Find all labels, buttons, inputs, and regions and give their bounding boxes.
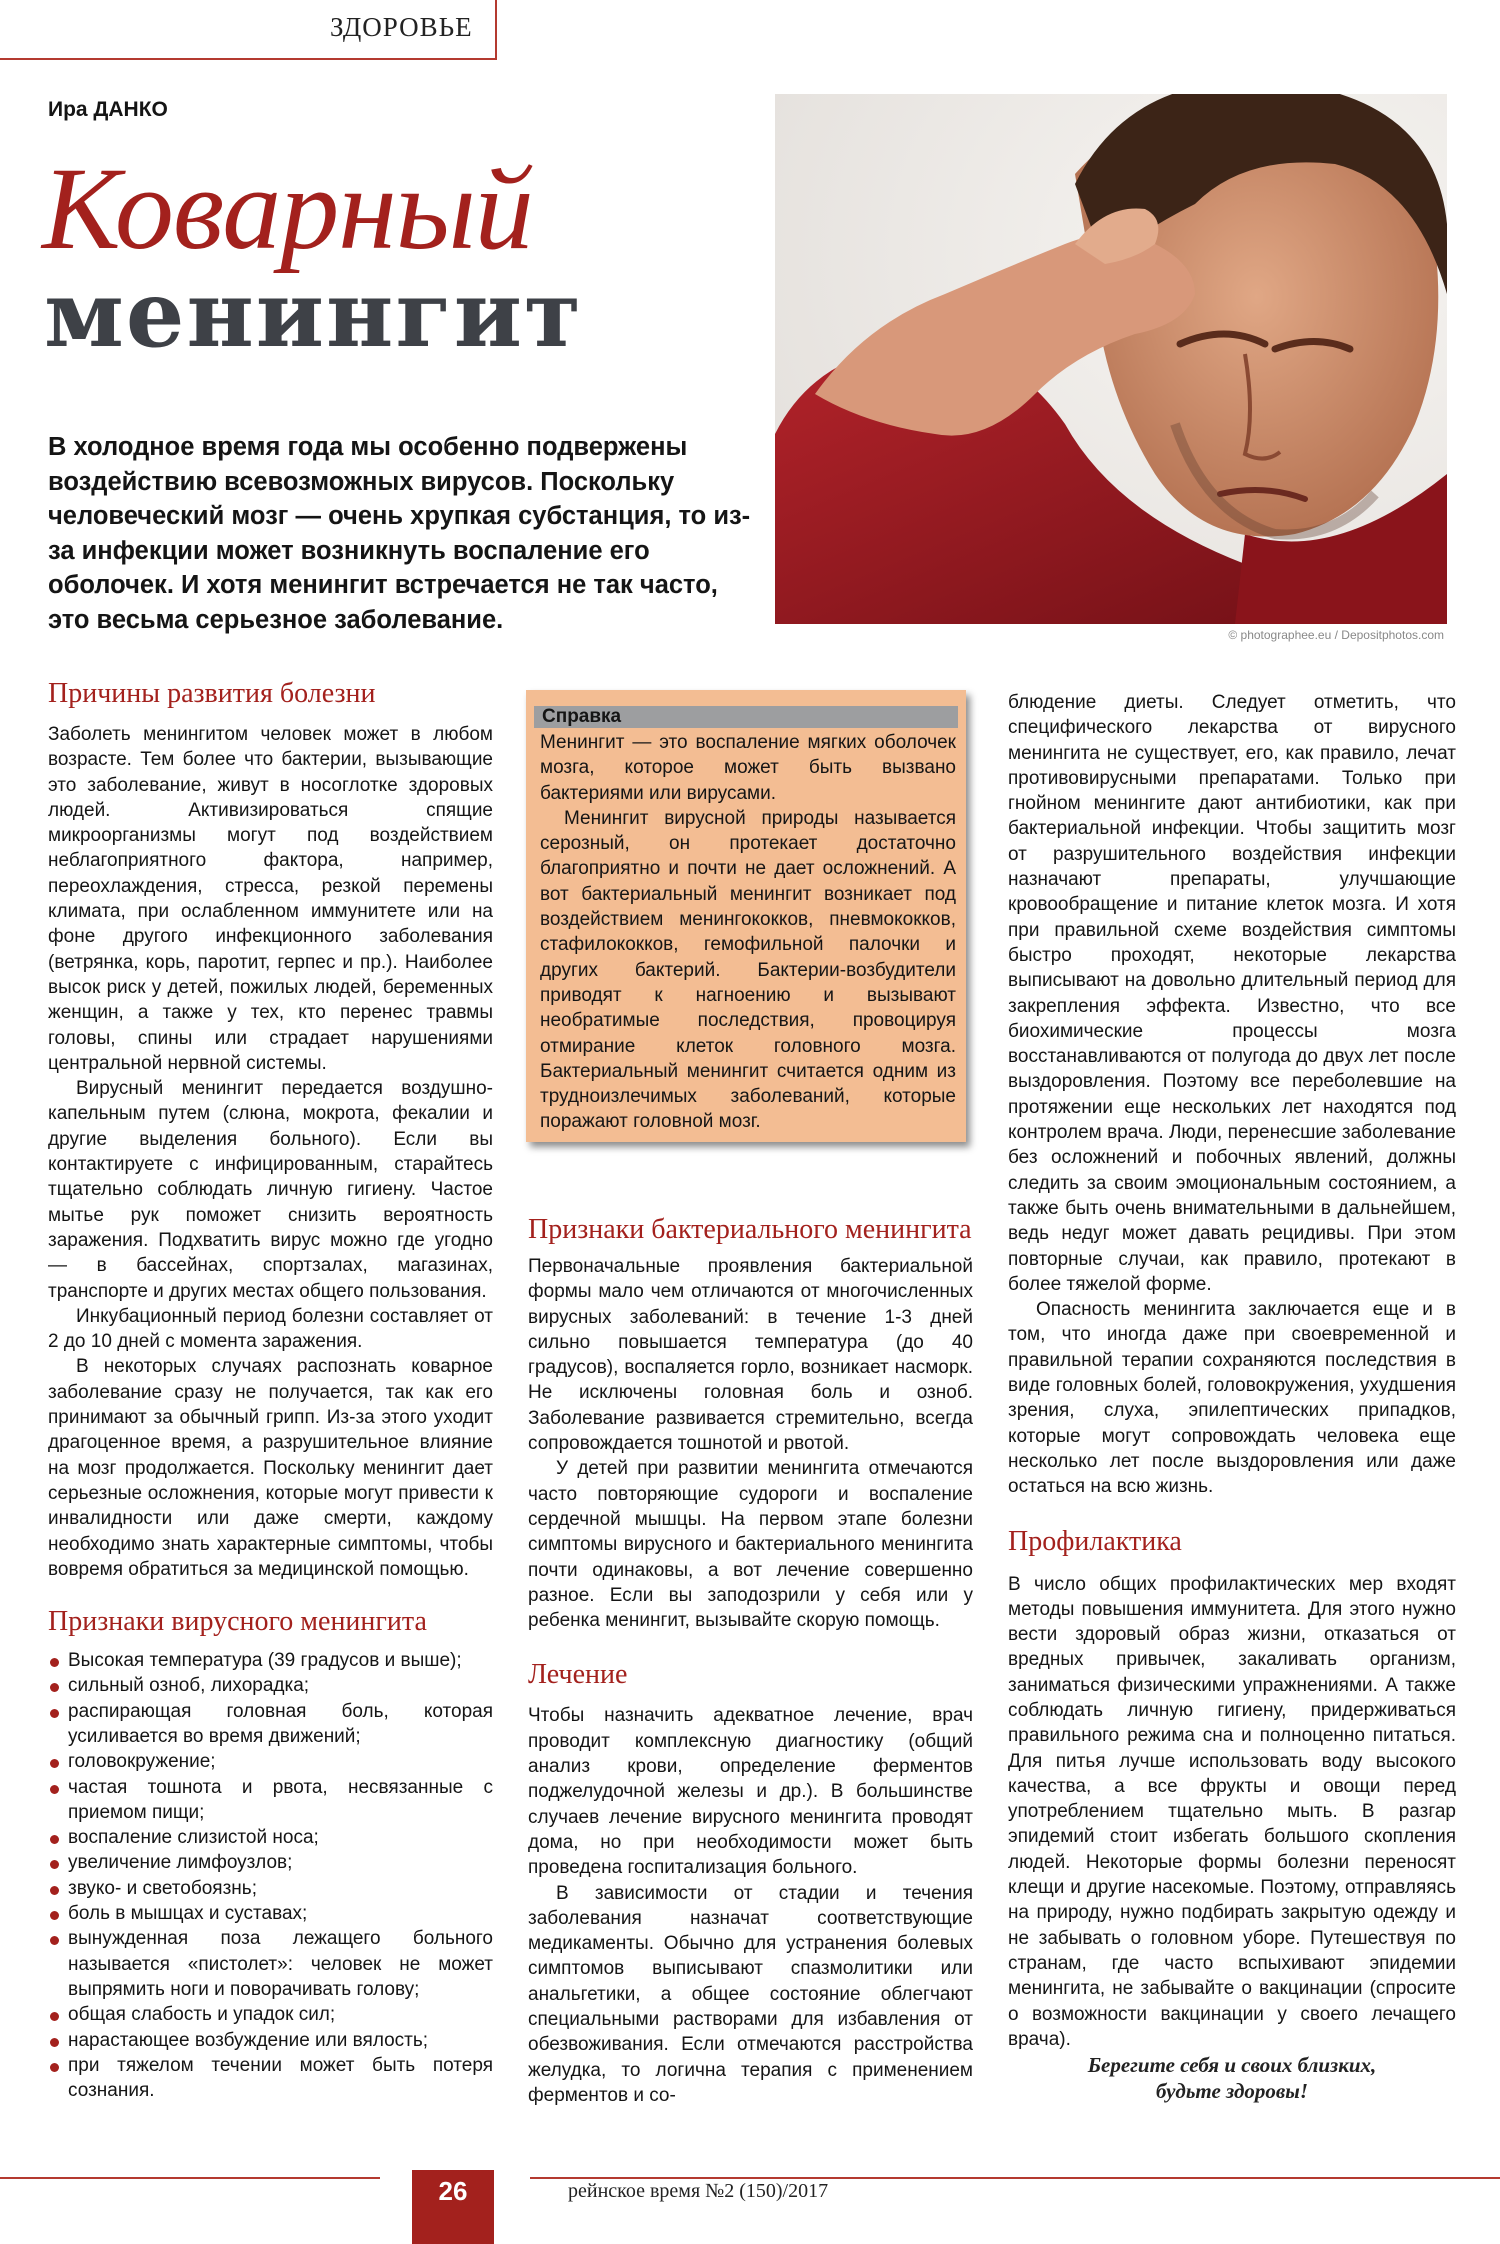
page-number: 26 (438, 2176, 468, 2206)
list-item: при тяжелом течении может быть потеря сознания. (48, 2053, 493, 2104)
reference-box-heading: Справка (534, 706, 958, 728)
list-item: нарастающее возбуждение или вялость; (48, 2028, 493, 2053)
reference-box (526, 690, 966, 1142)
prevention-paragraph: В число общих профилактических мер входят методы повышения иммунитета. Для этого нужно вести здоровый образ жизни, отказаться от вредных привычек, закаливать организм, заниматься физическими упражнениями. А также соблюдать личную гигиену, придерживаться правильного режима сна и полноценно питаться. Для питья лучше использовать воду высокого качества, а все фрукты и овощи перед употреблением тщательно мыть. В разгар эпидемий стоит избегать большого скопления людей. Некоторые формы болезни переносят клещи и другие насекомые. Поэтому, отправляясь на природу, нужно подбирать закрытую одежду и не забывать о головном уборе. Путешествуя по странам, где часто вспыхивают эпидемии менингита, не забывайте о вакцинации (спросите о возможности вакцинации у своего лечащего врача). (1008, 1573, 1456, 2050)
viral-signs-list (48, 1648, 493, 2103)
treatment-paragraph: В зависимости от стадии и течения заболевания назначат соответствующие медикаменты. Обычно для устранения болевых симптомов выписывают спазмолитики или анальгетики, а общее состояние облегчают специальными растворами для избавления от обезвоживания. Если отмечаются расстройства желудка, то логична терапия с применением ферментов и со- (528, 1882, 973, 2106)
headache-photo (775, 94, 1447, 624)
list-item: воспаление слизистой носа; (48, 1825, 493, 1850)
bacterial-paragraph: У детей при развитии менингита отмечаются часто повторяющие судороги и воспаление сердечной мышцы. На первом этапе болезни симптомы вирусного и бактериального менингита почти одинаковы, а вот лечение совершенно разное. Если вы заподозрили у себя или у ребенка менингит, вызывайте скорую помощь. (528, 1458, 973, 1632)
treatment-paragraph: Чтобы назначить адекватное лечение, врач проводит комплексную диагностику (общий анализ крови, определение ферментов поджелудочной железы и др.). В большинстве случаев лечение вирусного менингита проводят дома, но при необходимости может быть проведена госпитализация больного. (528, 1705, 973, 1879)
column-3 (1008, 690, 1456, 2104)
heading-causes: Причины развития болезни (48, 678, 376, 709)
column-1 (48, 680, 493, 2103)
list-item: головокружение; (48, 1749, 493, 1774)
reference-paragraph: Менингит вирусной природы называется серозный, он протекает достаточно благоприятно и почти не дает осложнений. А вот бактериальный менингит возникает под воздействием менингококков, пневмококков, стафилококков, гемофильной палочки и других бактерий. Бактерии-возбудители приводят к нагноению и вызывают необратимые последствия, провоцируя отмирание клеток головного мозга. Бактериальный менингит считается одним из трудноизлечимых заболеваний, которые поражают головной мозг. (540, 807, 956, 1133)
treatment-continued-paragraph: блюдение диеты. Следует отметить, что специфического лекарства от вирусного менингита не существует, его, как правило, лечат противовирусными препаратами. Только при гнойном менингите дают антибиотики, как при бактериальной инфекции. Чтобы защитить мозг от разрушительного воздействия инфекции назначают препараты, улучшающие кровообращение и питание клеток мозга. И хотя при правильной схеме воздействия симптомы быстро проходят, некоторые лекарства выписывают на довольно длительный период для закрепления эффекта. Известно, что все биохимические процессы мозга восстанавливаются от полугода до двух лет после выздоровления. Поэтому все переболевшие на протяжении еще нескольких лет находятся под контролем врача. Люди, перенесшие заболевание без осложнений и побочных явлений, должны следить за своим эмоциональным состоянием, а также быть очень внимательными в дальнейшем, ведь недуг может давать рецидивы. При этом повторные случаи, как правило, протекают в более тяжелой форме. (1008, 692, 1456, 1295)
list-item: звуко- и светобоязнь; (48, 1876, 493, 1901)
footer-rule-right (530, 2177, 1500, 2179)
list-item: увеличение лимфоузлов; (48, 1850, 493, 1875)
reference-paragraph: Менингит — это воспаление мягких оболочек мозга, которое может быть вызвано бактериями или вирусами. (540, 732, 956, 804)
photo-illustration (775, 94, 1447, 624)
heading-bacterial-signs: Признаки бактериального менингита (528, 1214, 972, 1245)
list-item: сильный озноб, лихорадка; (48, 1673, 493, 1698)
heading-viral-signs: Признаки вирусного менингита (48, 1606, 427, 1638)
heading-prevention: Профилактика (1008, 1525, 1182, 1557)
causes-paragraph: В некоторых случаях распознать коварное заболевание сразу не получается, так как его принимают за обычный грипп. Из-за этого уходит драгоценное время, а разрушительное влияние на мозг продолжается. Поскольку менингит дает серьезные осложнения, которые могут привести к инвалидности или даже смерти, каждому необходимо знать характерные симптомы, чтобы вовремя обратиться за медицинской помощью. (48, 1356, 493, 1580)
magazine-issue: рейнское время №2 (150)/2017 (568, 2180, 829, 2202)
bacterial-paragraph: Первоначальные проявления бактериальной формы мало чем отличаются от многочисленных вирусных заболеваний: в течение 1-3 дней сильно повышается температура (до 40 градусов), воспаляется горло, возникает насморк. Не исключены головная боль и озноб. Заболевание развивается стремительно, всегда сопровождается тошнотой и рвотой. (528, 1256, 973, 1455)
list-item: общая слабость и упадок сил; (48, 2002, 493, 2027)
photo-credit: © photographee.eu / Depositphotos.com (1228, 628, 1444, 642)
causes-paragraph: Заболеть менингитом человек может в любом возрасте. Тем более что бактерии, вызывающие это заболевание, живут в носоглотке здоровых людей. Активизироваться спящие микроорганизмы могут под воздействием неблагоприятного фактора, например, переохлаждения, стресса, резкой перемены климата, при ослабленном иммунитете или на фоне другого инфекционного заболевания (ветрянка, корь, паротит, герпес и пр.). Наиболее высок риск у детей, пожилых людей, беременных женщин, а также у тех, кто перенес травмы головы, спины или страдает нарушениями центральной нервной системы. (48, 724, 493, 1074)
footer-rule-left (0, 2177, 380, 2179)
reference-box-body (540, 730, 956, 1135)
causes-paragraph: Инкубационный период болезни составляет от 2 до 10 дней с момента заражения. (48, 1305, 493, 1353)
title-line-1: Коварный (42, 143, 533, 274)
treatment-continued-paragraph: Опасность менингита заключается еще и в том, что иногда даже при своевременной и правильной терапии сохраняются последствия в виде головных болей, головокружения, ухудшения зрения, слуха, эпилептических припадков, которые могут сопровождать человека еще несколько лет после выздоровления или даже остаться на всю жизнь. (1008, 1299, 1456, 1498)
list-item: боль в мышцах и суставах; (48, 1901, 493, 1926)
author: Ира ДАНКО (48, 98, 168, 121)
heading-treatment: Лечение (528, 1659, 628, 1691)
list-item: частая тошнота и рвота, несвязанные с приемом пищи; (48, 1775, 493, 1826)
list-item: Высокая температура (39 градусов и выше); (48, 1648, 493, 1673)
causes-paragraph: Вирусный менингит передается воздушно-капельным путем (слюна, мокрота, фекалии и другие выделения больного). Если вы контактируете с инфицированным, старайтесь тщательно соблюдать личную гигиену. Частое мытье рук поможет снизить вероятность заражения. Подхватить вирус можно где угодно — в бассейнах, спортзалах, магазинах, транспорте и других местах общего пользования. (48, 1078, 493, 1302)
lead-paragraph: В холодное время года мы особенно подвержены воздействию всевозможных вирусов. Поскольку человеческий мозг — очень хрупкая субстанция, то из-за инфекции может возникнуть воспаление его оболочек. И хотя менингит встречается не так часто, это весьма серьезное заболевание. (48, 433, 751, 634)
list-item: распирающая головная боль, которая усиливается во время движений; (48, 1699, 493, 1750)
column-2 (528, 1214, 973, 2108)
header-rule (0, 58, 340, 60)
section-label: ЗДОРОВЬЕ (330, 12, 473, 42)
closing-line-2: будьте здоровы! (1155, 2079, 1309, 2104)
title-line-2: менингит (44, 260, 583, 368)
list-item: вынужденная поза лежащего больного называется «пистолет»: человек не может выпрямить ноги и поворачивать голову; (48, 1926, 493, 2002)
closing-line-1: Берегите себя и своих близких, (1087, 2053, 1377, 2078)
